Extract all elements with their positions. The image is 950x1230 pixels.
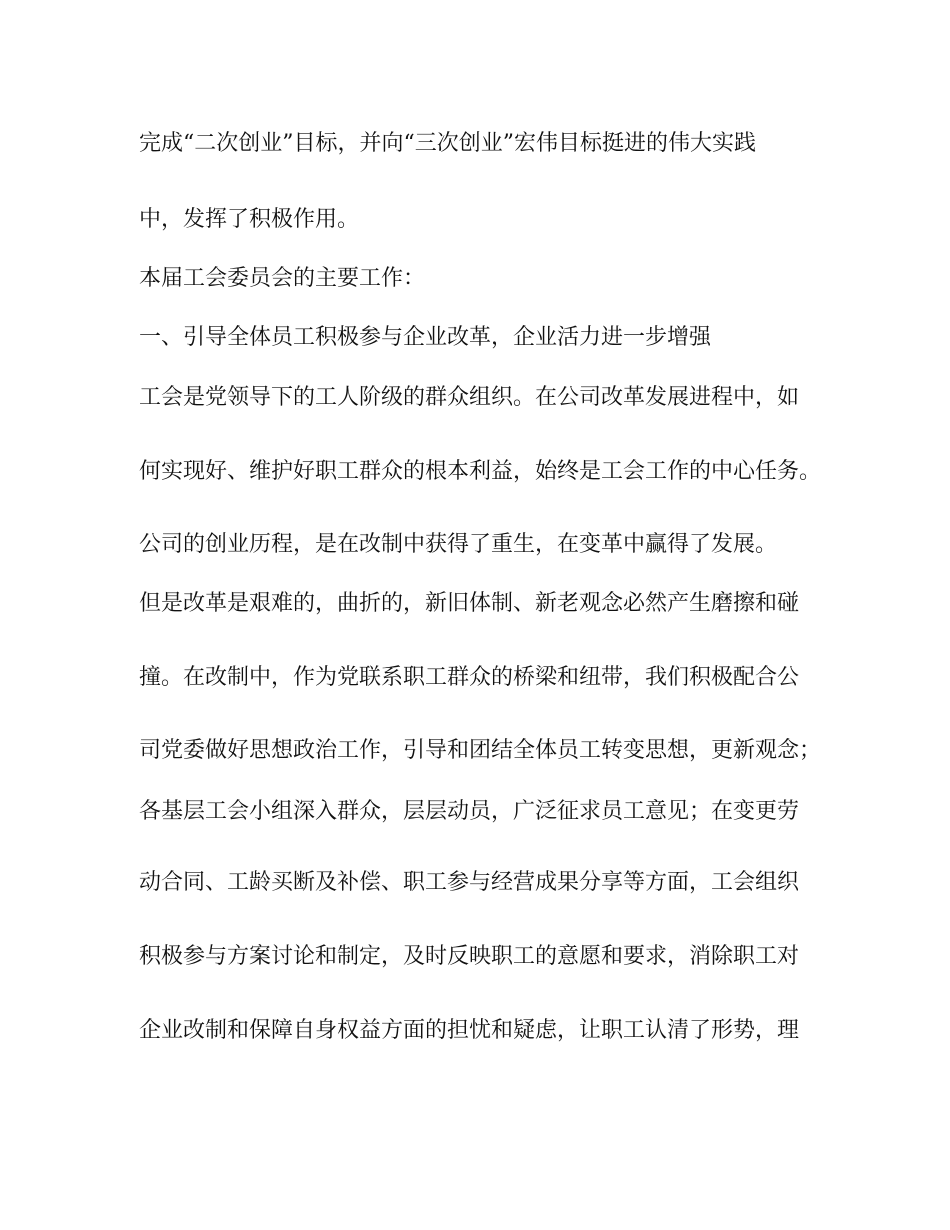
text-line-5: 工会是党领导下的工人阶级的群众组织。在公司改革发展进程中，如 — [139, 385, 800, 410]
section-heading: 一、引导全体员工积极参与企业改革，企业活力进一步增强 — [139, 325, 712, 350]
text-line-3: 本届工会委员会的主要工作： — [139, 266, 426, 291]
text-line-13: 积极参与方案讨论和制定，及时反映职工的意愿和要求，消除职工对 — [139, 944, 800, 969]
text-line-2: 中，发挥了积极作用。 — [139, 207, 360, 232]
text-line-12: 动合同、工龄买断及补偿、职工参与经营成果分享等方面，工会组织 — [139, 870, 800, 895]
text-line-11: 各基层工会小组深入群众，层层动员，广泛征求员工意见；在变更劳 — [139, 799, 800, 824]
text-line-1: 完成“二次创业”目标，并向“三次创业”宏伟目标挺进的伟大实践 — [139, 131, 756, 156]
text-line-8: 但是改革是艰难的，曲折的，新旧体制、新老观念必然产生磨擦和碰 — [139, 591, 800, 616]
text-line-10: 司党委做好思想政治工作，引导和团结全体员工转变思想，更新观念； — [139, 738, 822, 763]
text-line-9: 撞。在改制中，作为党联系职工群众的桥梁和纽带，我们积极配合公 — [139, 665, 800, 690]
text-line-7: 公司的创业历程，是在改制中获得了重生，在变革中赢得了发展。 — [139, 532, 778, 557]
text-line-14: 企业改制和保障自身权益方面的担忧和疑虑，让职工认清了形势，理 — [139, 1018, 800, 1043]
text-line-6: 何实现好、维护好职工群众的根本利益，始终是工会工作的中心任务。 — [139, 459, 822, 484]
